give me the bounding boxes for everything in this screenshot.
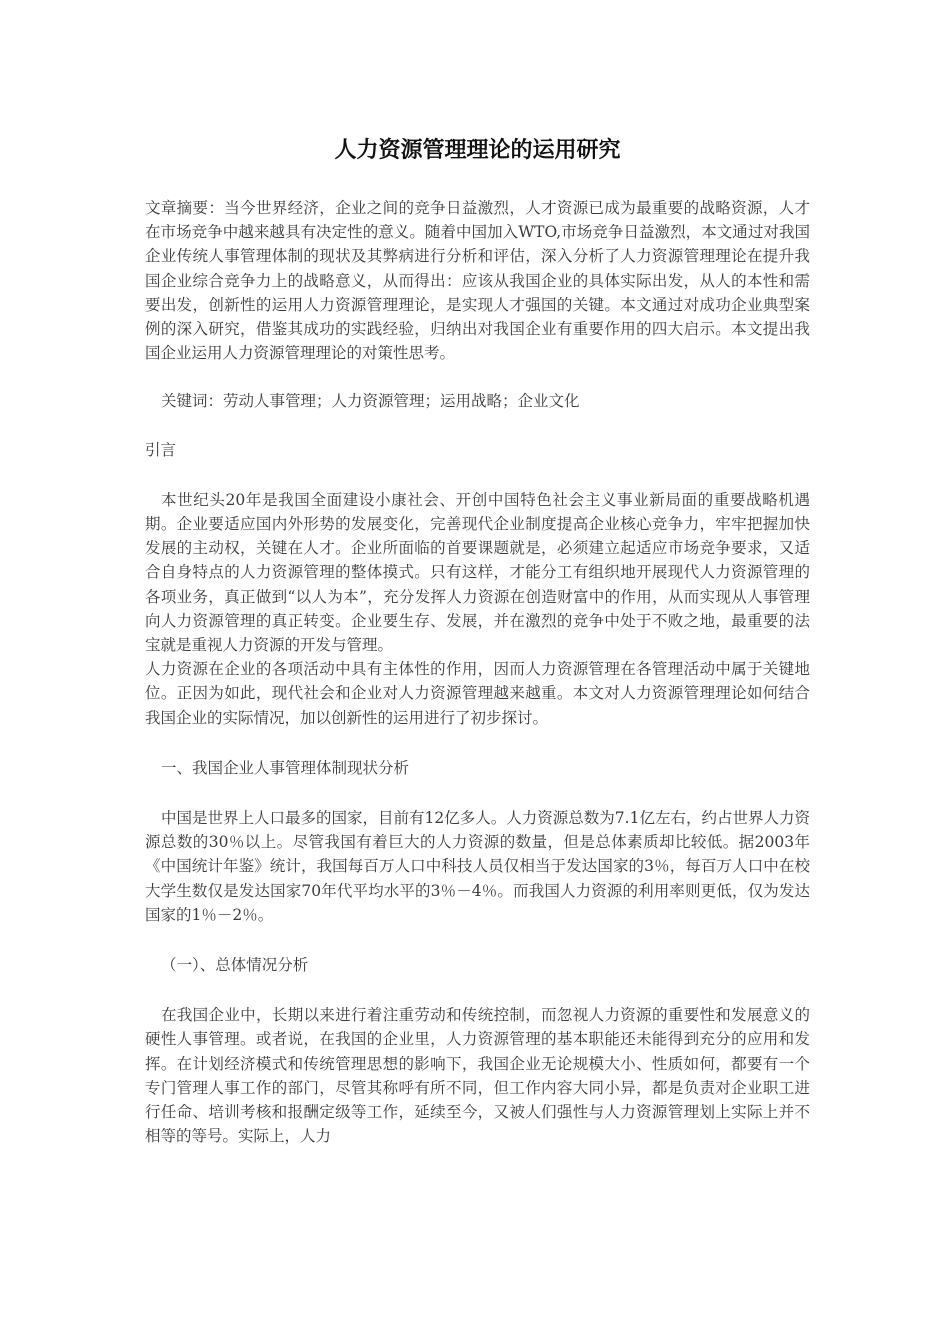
document-page xyxy=(145,130,810,1149)
intro-paragraph-1: 本世纪头20年是我国全面建设小康社会、开创中国特色社会主义事业新局面的重要战略机遇期。企业要适应国内外形势的发展变化，完善现代企业制度提高企业核心竞争力，牢牢把握加快发展的主动权，关键在人才。企业所面临的首要课题就是，必须建立起适应市场竞争要求，又适合自身特点的人力资源管理的整体摸式。只有这样，才能分工有组织地开展现代人力资源管理的各项业务，真正做到“以人为本”，充分发挥人力资源在创造财富中的作用，从而实现从人事管理向人力资源管理的真正转变。企业要生存、发展，并在激烈的竞争中处于不败之地，最重要的法宝就是重视人力资源的开发与管理。 xyxy=(145,490,810,655)
section-1-paragraph: 中国是世界上人口最多的国家，目前有12亿多人。人力资源总数为7.1亿左右，约占世界人力资源总数的30％以上。尽管我国有着巨大的人力资源的数量，但是总体素质却比较低。据2003年《中国统计年鉴》统计，我国每百万人口中科技人员仅相当于发达国家的3％，每百万人口中在校大学生数仅是发达国家70年代平均水平的3％－4％。而我国人力资源的利用率则更低，仅为发达国家的1％－2％。 xyxy=(145,809,810,924)
section-1-heading: 一、我国企业人事管理体制现状分析 xyxy=(161,758,410,777)
abstract-paragraph: 文章摘要：当今世界经济，企业之间的竞争日益激烈，人才资源已成为最重要的战略资源，人才在市场竞争中越来越具有决定性的意义。随着中国加入WTO,市场竞争日益激烈，本文通过对我国企业传统人事管理体制的现状及其弊病进行分析和评估，深入分析了人力资源管理理论在提升我国企业综合竞争力上的战略意义，从而得出：应该从我国企业的具体实际出发，从人的本性和需要出发，创新性的运用人力资源管理理论，是实现人才强国的关键。本文通过对成功企业典型案例的深入研究，借鉴其成功的实践经验，归纳出对我国企业有重要作用的四大启示。本文提出我国企业运用人力资源管理理论的对策性思考。 xyxy=(145,199,810,363)
keywords-line: 关键词：劳动人事管理；人力资源管理；运用战略；企业文化 xyxy=(161,392,580,411)
document-title: 人力资源管理理论的运用研究 xyxy=(334,138,621,163)
subsection-1-heading: （一）、总体情况分析 xyxy=(161,956,309,975)
intro-paragraph-2: 人力资源在企业的各项活动中具有主体性的作用，因而人力资源管理在各管理活动中属于关键地位。正因为如此，现代社会和企业对人力资源管理越来越重。本文对人力资源管理理论如何结合我国企业的实际情况，加以创新性的运用进行了初步探讨。 xyxy=(145,660,810,727)
intro-heading: 引言 xyxy=(145,440,177,459)
subsection-1-paragraph: 在我国企业中，长期以来进行着注重劳动和传统控制，而忽视人力资源的重要性和发展意义的硬性人事管理。或者说，在我国的企业里，人力资源管理的基本职能还未能得到充分的应用和发挥。在计划经济模式和传统管理思想的影响下，我国企业无论规模大小、性质如何，都要有一个专门管理人事工作的部门，尽管其称呼有所不同，但工作内容大同小异，都是负责对企业职工进行任命、培训考核和报酬定级等工作，延续至今，又被人们强性与人力资源管理划上实际上并不相等的等号。实际上，人力 xyxy=(145,1006,810,1146)
